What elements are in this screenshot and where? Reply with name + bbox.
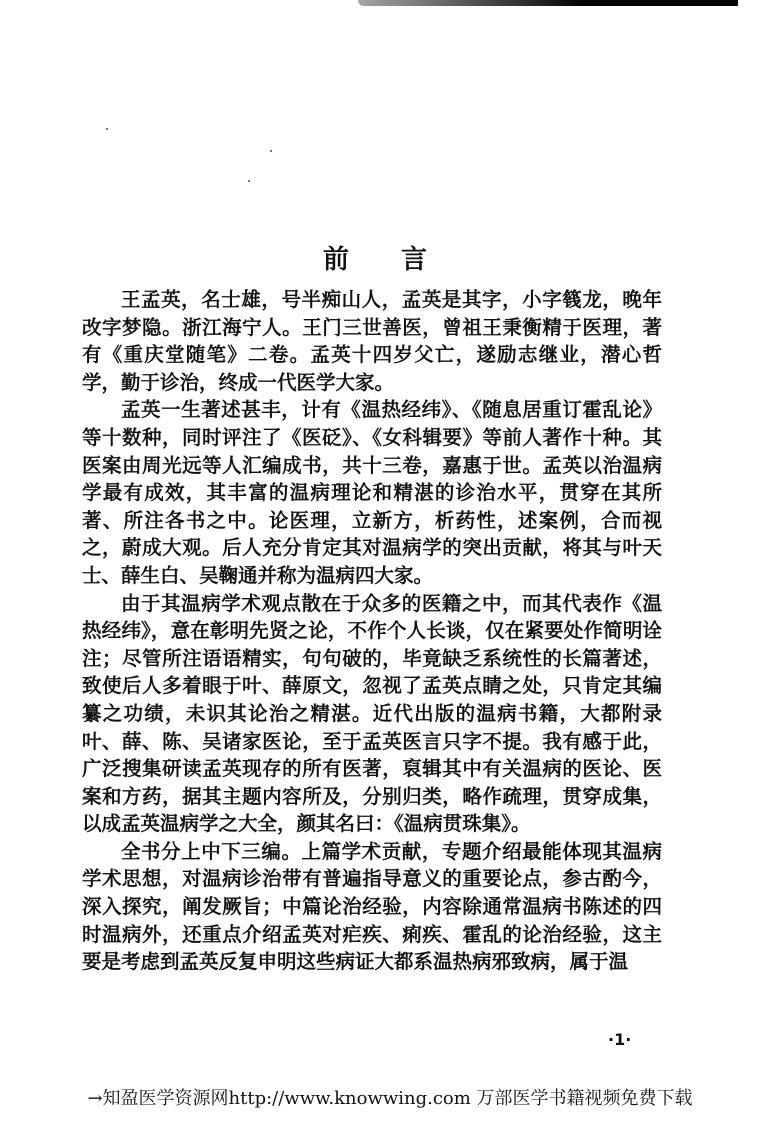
page-title: 前言 (322, 245, 479, 276)
watermark-footer: →知盈医学资源网http://www.knowwing.com 万部医学书籍视频免费下载 (87, 1088, 693, 1109)
scan-speck (106, 128, 108, 130)
paragraph: 孟英一生著述甚丰，计有《温热经纬》、《随息居重订霍乱论》等十数种，同时评注了《医砭》、《女科辑要》等前人著作十种。其医案由周光远等人汇编成书，共十三卷，嘉惠于世。孟英以治温病学最有成效，其丰富的温病理论和精湛的诊治水平，贯穿在其所著、所注各书之中。论医理，立新方，析药性，述案例，合而视之，蔚成大观。后人充分肯定其对温病学的突出贡献，将其与叶天士、薛生白、吴鞠通并称为温病四大家。 (82, 398, 662, 587)
scan-speck (248, 180, 250, 182)
scan-edge-artifact (358, 0, 738, 6)
paragraph: 王孟英，名士雄，号半痴山人，孟英是其字，小字篯龙，晚年改字梦隐。浙江海宁人。王门三世善医，曾祖王秉衡精于医理，著有《重庆堂随笔》二卷。孟英十四岁父亡，遂励志继业，潜心哲学，勤于诊治，终成一代医学大家。 (82, 288, 662, 394)
body-text (82, 286, 662, 976)
paragraph: 全书分上中下三编。上篇学术贡献，专题介绍最能体现其温病学术思想，对温病诊治带有普遍指导意义的重要论点，参古酌今，深入探究，阐发厥旨；中篇论治经验，内容除通常温病书陈述的四时温病外，还重点介绍孟英对疟疾、痢疾、霍乱的论治经验，这主要是考虑到孟英反复申明这些病证大都系温热病邪致病，属于温 (82, 839, 662, 974)
page-number: ·1· (608, 1030, 632, 1049)
scan-speck (270, 150, 272, 152)
paragraph: 由于其温病学术观点散在于众多的医籍之中，而其代表作《温热经纬》，意在彰明先贤之论，不作个人长谈，仅在紧要处作简明诠注；尽管所注语语精实，句句破的，毕竟缺乏系统性的长篇著述，致使后人多着眼于叶、薛原文，忽视了孟英点睛之处，只肯定其编纂之功绩，未识其论治之精湛。近代出版的温病书籍，大都附录叶、薛、陈、吴诸家医论，至于孟英医言只字不提。我有感于此，广泛搜集研读孟英现存的所有医著，裒辑其中有关温病的医论、医案和方药，据其主题内容所及，分别归类，略作疏理，贯穿成集，以成孟英温病学之大全，颜其名曰：《温病贯珠集》。 (82, 591, 662, 836)
